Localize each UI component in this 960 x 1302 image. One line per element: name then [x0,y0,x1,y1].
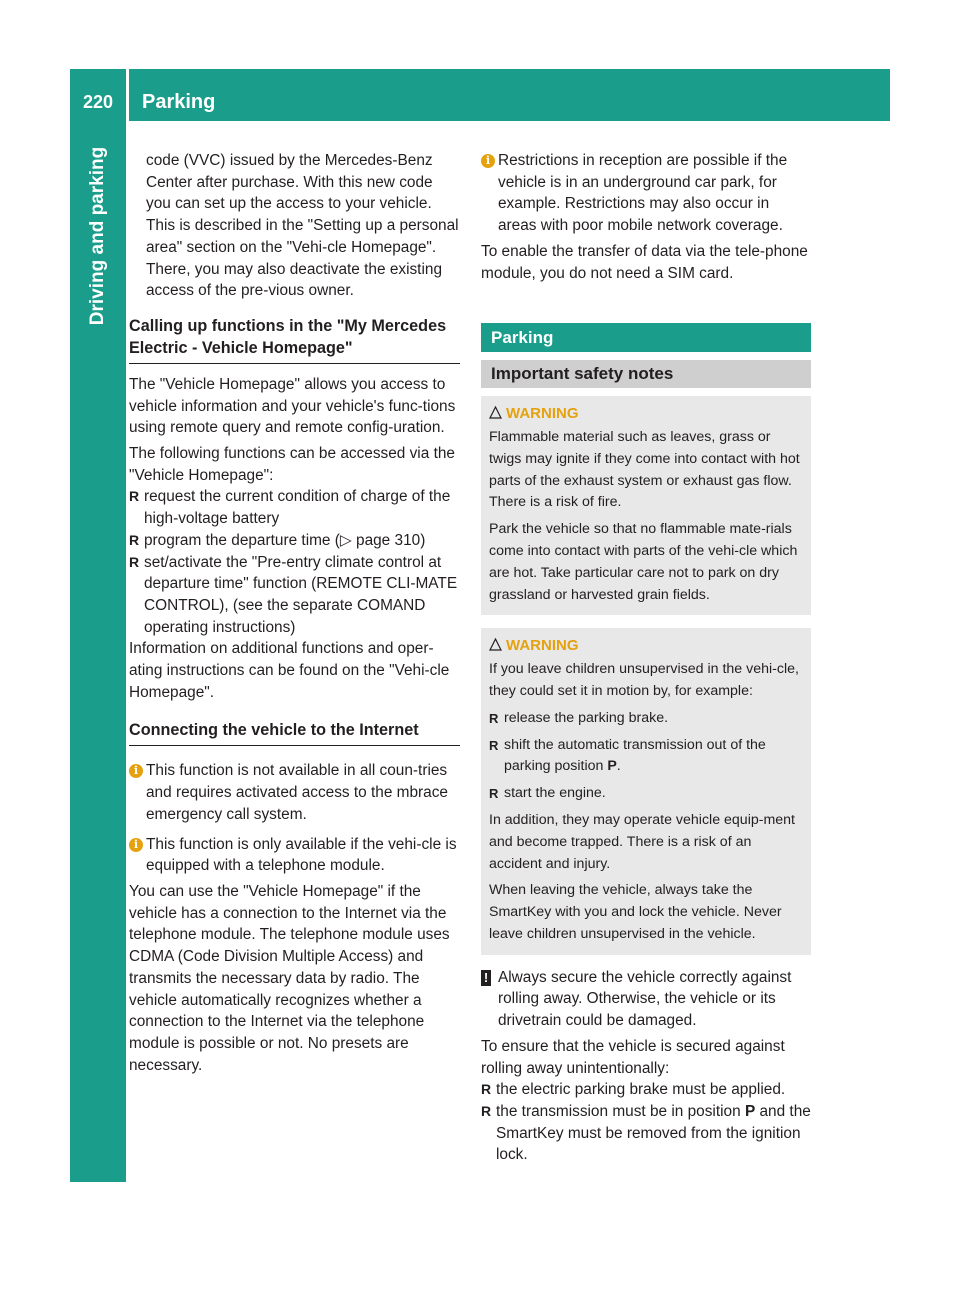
gear-position: P [607,758,617,775]
heading-vehicle-homepage: Calling up functions in the "My Mercedes Electric - Vehicle Homepage" [129,315,460,364]
caution-text: Always secure the vehicle correctly against rolling away. Otherwise, the vehicle or its drivetrain could be damaged. [498,968,792,1030]
warning-triangle-icon [489,406,502,419]
exclamation-icon: ! [481,970,491,986]
heading-internet: Connecting the vehicle to the Internet [129,719,460,746]
info-icon: i [481,154,495,168]
paragraph: You can use the "Vehicle Homepage" if the vehicle has a connection to the Internet via the telephone module. The telephone module uses CDMA (Code Division Multiple Access) and transmits the necessary data by radio. The vehicle automatically recognizes whether a connection to the Internet via the telephone module is possible or not. No presets are necessary. [129,882,450,1074]
header-divider [126,69,129,121]
subsection-title-safety: Important safety notes [481,360,811,388]
paragraph: Information on additional functions and oper-ating instructions can be found on the "Vehi-cle Homepage". [129,640,450,701]
left-column [129,150,460,1076]
list-item-end: . [616,758,621,775]
warning-text: If you leave children unsupervised in the vehi-cle, they could set it in motion by, for example: [489,661,799,699]
warning-box [481,396,811,615]
note-text: This function is only available if the vehi-cle is equipped with a telephone module. [146,835,457,875]
list-item: R request the current condition of charge of the high-voltage battery [129,486,460,529]
gear-position: P [744,1102,756,1120]
list-item: R the electric parking brake must be applied. [481,1079,811,1101]
warning-text: Park the vehicle so that no flammable mate-rials come into contact with parts of the vehi-cle which are hot. Take particular care not to park on dry grassland or harvested grain fields. [489,521,798,603]
list-item: R set/activate the "Pre-entry climate control at departure time" function (REMOTE CLI-MATE CONTROL), (see the separate COMAND operating instructions) [129,552,460,639]
warning-title-text: WARNING [506,405,579,423]
paragraph: The "Vehicle Homepage" allows you access to vehicle information and your vehicle's func-tions using remote query and remote config-uration. [129,375,456,437]
list-item-text: shift the automatic transmission out of the parking position [504,736,766,775]
note-text: Restrictions in reception are possible if the vehicle is in an underground car park, for example. Restrictions may also occur in areas with poor mobile network coverage. [498,152,788,235]
paragraph: To ensure that the vehicle is secured against rolling away unintentionally: [481,1037,785,1077]
list-item: R program the departure time (▷ page 310) [129,530,460,552]
side-tab-label: Driving and parking [87,146,108,326]
list-item: R release the parking brake. [489,708,803,730]
chapter-title: Parking [142,91,216,113]
intro-text: code (VVC) issued by the Mercedes-Benz Center after purchase. With this new code you can set up the access to your vehicle. This is described in the "Setting up a personal area" section on the "Vehi-cle Homepage". There, you may also deactivate the existing access of the pre-vious owner. [146,152,459,300]
info-note [129,760,460,825]
list-item [489,735,803,779]
paragraph: To enable the transfer of data via the tele-phone module, you do not need a SIM card. [481,242,808,282]
info-icon: i [129,838,143,852]
warning-text: In addition, they may operate vehicle equip-ment and become trapped. There is a risk of an accident and injury. [489,811,796,872]
list-item-text: the transmission must be in position [496,1102,745,1120]
list-item: R start the engine. [489,783,803,805]
warning-title [489,403,803,425]
info-note [129,834,460,877]
section-title-parking: Parking [481,323,811,352]
right-column [481,150,811,1166]
info-icon: i [129,764,143,778]
warning-title [489,635,803,657]
warning-triangle-icon [489,638,502,651]
paragraph: The following functions can be accessed via the "Vehicle Homepage": [129,445,455,484]
info-note [481,150,811,237]
side-tab-label-box [70,121,126,351]
warning-text: Flammable material such as leaves, grass or twigs may ignite if they come into contact with hot parts of the exhaust system or exhaust gas flow. There is a risk of fire. [489,429,800,511]
page-number: 220 [82,92,114,112]
note-text: This function is not available in all coun-tries and requires activated access to the mbrace emergency call system. [146,762,448,823]
warning-title-text: WARNING [506,637,579,655]
list-item-end: and the SmartKey must be removed from the ignition lock. [496,1102,811,1164]
caution-note [481,967,811,1032]
warning-box [481,628,811,954]
warning-text: When leaving the vehicle, always take the SmartKey with you and lock the vehicle. Never leave children unsupervised in the vehicle. [489,882,782,942]
list-item [481,1101,811,1166]
